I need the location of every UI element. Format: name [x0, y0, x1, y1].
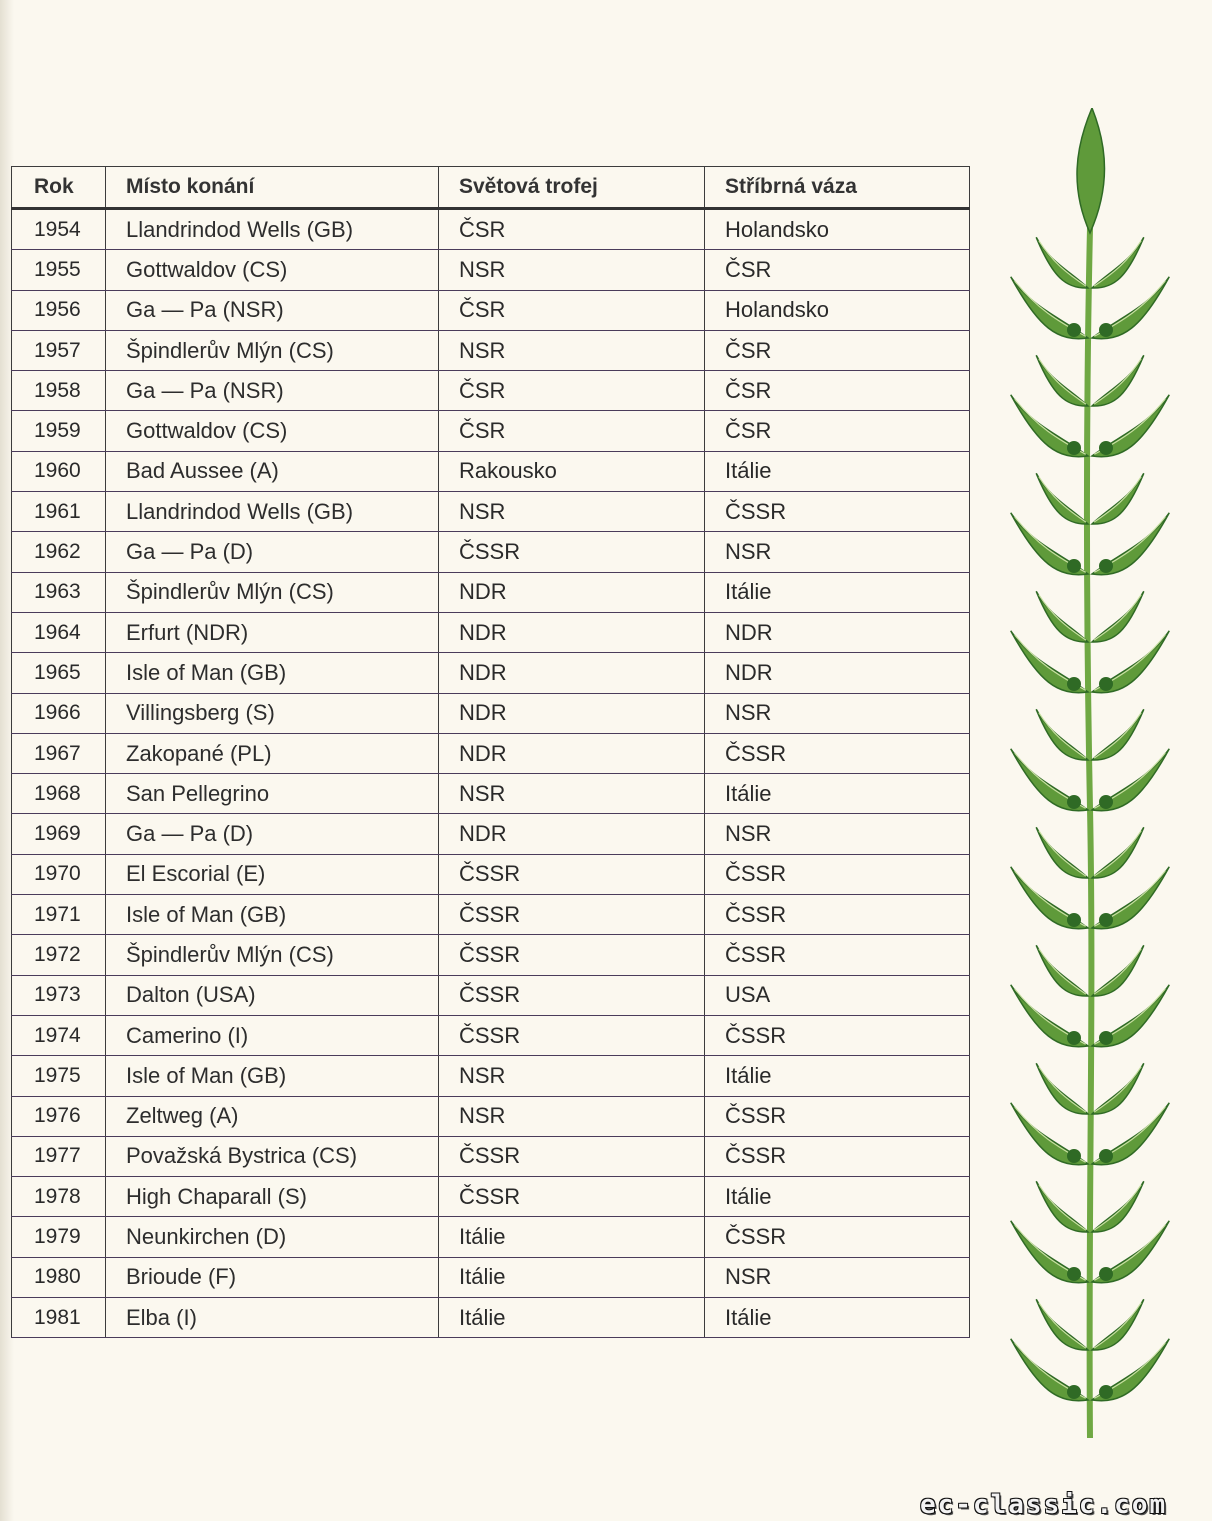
- trofej-cell: ČSR: [439, 209, 705, 250]
- table-row: [12, 1096, 970, 1136]
- trofej-cell: ČSSR: [439, 1015, 705, 1055]
- rok-cell: 1964: [12, 612, 106, 652]
- vaza-cell: NSR: [705, 693, 970, 733]
- trofej-cell: NSR: [439, 774, 705, 814]
- leaf: [1092, 1298, 1144, 1352]
- leaf: [1036, 1180, 1088, 1234]
- table-row: [12, 733, 970, 773]
- table-row: [12, 371, 970, 411]
- trofej-cell: NDR: [439, 733, 705, 773]
- table-row: [12, 1015, 970, 1055]
- trofej-cell: ČSR: [439, 411, 705, 451]
- rok-cell: 1968: [12, 774, 106, 814]
- vaza-cell: ČSSR: [705, 1015, 970, 1055]
- rok-cell: 1980: [12, 1257, 106, 1297]
- rok-cell: 1974: [12, 1015, 106, 1055]
- table-row: [12, 814, 970, 854]
- vaza-cell: ČSSR: [705, 1096, 970, 1136]
- header-rok: Rok: [12, 167, 106, 209]
- rok-cell: 1977: [12, 1136, 106, 1176]
- vaza-cell: Itálie: [705, 1056, 970, 1096]
- table-row: [12, 250, 970, 290]
- trofej-cell: Rakousko: [439, 451, 705, 491]
- berry: [1067, 441, 1081, 455]
- trofej-cell: NSR: [439, 492, 705, 532]
- table-row: [12, 854, 970, 894]
- trofej-cell: NSR: [439, 1096, 705, 1136]
- trofej-cell: ČSSR: [439, 1136, 705, 1176]
- vaza-cell: Itálie: [705, 774, 970, 814]
- vaza-cell: ČSSR: [705, 1136, 970, 1176]
- misto-cell: Ga — Pa (NSR): [106, 371, 439, 411]
- laurel-branch-icon: [1010, 108, 1170, 1438]
- leaf: [1092, 590, 1144, 644]
- berry: [1067, 913, 1081, 927]
- misto-cell: Isle of Man (GB): [106, 895, 439, 935]
- leaf: [1036, 1062, 1088, 1116]
- leaf: [1092, 944, 1144, 998]
- table-row: [12, 572, 970, 612]
- berry: [1099, 323, 1113, 337]
- berry: [1099, 441, 1113, 455]
- berry: [1099, 1031, 1113, 1045]
- vaza-cell: ČSR: [705, 250, 970, 290]
- trofej-cell: ČSSR: [439, 895, 705, 935]
- rok-cell: 1978: [12, 1177, 106, 1217]
- berry: [1099, 1149, 1113, 1163]
- rok-cell: 1956: [12, 290, 106, 330]
- leaf: [1036, 944, 1088, 998]
- table-row: [12, 653, 970, 693]
- vaza-cell: ČSR: [705, 330, 970, 370]
- misto-cell: Camerino (I): [106, 1015, 439, 1055]
- misto-cell: Villingsberg (S): [106, 693, 439, 733]
- berry: [1067, 1031, 1081, 1045]
- table-row: [12, 290, 970, 330]
- rok-cell: 1954: [12, 209, 106, 250]
- vaza-cell: Itálie: [705, 572, 970, 612]
- rok-cell: 1972: [12, 935, 106, 975]
- rok-cell: 1975: [12, 1056, 106, 1096]
- berry: [1067, 1267, 1081, 1281]
- misto-cell: Ga — Pa (D): [106, 814, 439, 854]
- trofej-cell: Itálie: [439, 1298, 705, 1338]
- misto-cell: Špindlerův Mlýn (CS): [106, 330, 439, 370]
- rok-cell: 1965: [12, 653, 106, 693]
- vaza-cell: Holandsko: [705, 209, 970, 250]
- table-header-row: [12, 167, 970, 209]
- vaza-cell: ČSSR: [705, 733, 970, 773]
- leaf: [1036, 1298, 1088, 1352]
- vaza-cell: ČSR: [705, 371, 970, 411]
- vaza-cell: ČSSR: [705, 895, 970, 935]
- misto-cell: Erfurt (NDR): [106, 612, 439, 652]
- trofej-cell: NSR: [439, 330, 705, 370]
- leaf: [1092, 472, 1144, 526]
- table-row: [12, 451, 970, 491]
- misto-cell: Brioude (F): [106, 1257, 439, 1297]
- rok-cell: 1959: [12, 411, 106, 451]
- header-svetova-trofej: Světová trofej: [439, 167, 705, 209]
- misto-cell: Ga — Pa (D): [106, 532, 439, 572]
- vaza-cell: NSR: [705, 814, 970, 854]
- trofej-cell: NSR: [439, 250, 705, 290]
- table-row: [12, 1136, 970, 1176]
- leaf: [1092, 1180, 1144, 1234]
- rok-cell: 1981: [12, 1298, 106, 1338]
- rok-cell: 1962: [12, 532, 106, 572]
- leaf: [1092, 236, 1144, 290]
- table-row: [12, 1056, 970, 1096]
- rok-cell: 1957: [12, 330, 106, 370]
- berry: [1099, 677, 1113, 691]
- rok-cell: 1967: [12, 733, 106, 773]
- rok-cell: 1958: [12, 371, 106, 411]
- vaza-cell: Itálie: [705, 1177, 970, 1217]
- misto-cell: Elba (I): [106, 1298, 439, 1338]
- vaza-cell: ČSSR: [705, 492, 970, 532]
- table-row: [12, 774, 970, 814]
- rok-cell: 1969: [12, 814, 106, 854]
- leaf: [1036, 236, 1088, 290]
- branch-stem: [1087, 228, 1091, 1438]
- table-row: [12, 1257, 970, 1297]
- trofej-cell: ČSSR: [439, 975, 705, 1015]
- trofej-cell: ČSSR: [439, 935, 705, 975]
- vaza-cell: NSR: [705, 532, 970, 572]
- trofej-cell: ČSSR: [439, 1177, 705, 1217]
- rok-cell: 1976: [12, 1096, 106, 1136]
- leaf: [1036, 826, 1088, 880]
- table-row: [12, 1217, 970, 1257]
- misto-cell: Zeltweg (A): [106, 1096, 439, 1136]
- vaza-cell: NDR: [705, 653, 970, 693]
- rok-cell: 1961: [12, 492, 106, 532]
- table-row: [12, 693, 970, 733]
- table-row: [12, 1177, 970, 1217]
- vaza-cell: Itálie: [705, 1298, 970, 1338]
- trofej-cell: NDR: [439, 612, 705, 652]
- misto-cell: Isle of Man (GB): [106, 1056, 439, 1096]
- misto-cell: Llandrindod Wells (GB): [106, 209, 439, 250]
- trofej-cell: ČSSR: [439, 854, 705, 894]
- vaza-cell: ČSSR: [705, 854, 970, 894]
- leaf: [1092, 708, 1144, 762]
- vaza-cell: NDR: [705, 612, 970, 652]
- trofej-cell: Itálie: [439, 1217, 705, 1257]
- leaf: [1092, 354, 1144, 408]
- rok-cell: 1970: [12, 854, 106, 894]
- vaza-cell: ČSSR: [705, 1217, 970, 1257]
- trofej-cell: ČSR: [439, 290, 705, 330]
- rok-cell: 1955: [12, 250, 106, 290]
- misto-cell: Neunkirchen (D): [106, 1217, 439, 1257]
- header-stribrna-vaza: Stříbrná váza: [705, 167, 970, 209]
- rok-cell: 1973: [12, 975, 106, 1015]
- berry: [1067, 559, 1081, 573]
- table-row: [12, 209, 970, 250]
- leaf: [1092, 1062, 1144, 1116]
- berry: [1067, 795, 1081, 809]
- trofej-cell: NDR: [439, 572, 705, 612]
- berry: [1067, 677, 1081, 691]
- leaf: [1036, 472, 1088, 526]
- berry: [1099, 913, 1113, 927]
- table-row: [12, 975, 970, 1015]
- vaza-cell: ČSR: [705, 411, 970, 451]
- table-row: [12, 330, 970, 370]
- berry: [1067, 1385, 1081, 1399]
- berry: [1099, 1385, 1113, 1399]
- trofej-cell: NDR: [439, 693, 705, 733]
- berry: [1099, 559, 1113, 573]
- watermark: ec-classic.com: [920, 1490, 1168, 1520]
- trofej-cell: Itálie: [439, 1257, 705, 1297]
- table-body: [12, 209, 970, 1338]
- misto-cell: Llandrindod Wells (GB): [106, 492, 439, 532]
- leaf: [1036, 354, 1088, 408]
- misto-cell: Gottwaldov (CS): [106, 411, 439, 451]
- vaza-cell: USA: [705, 975, 970, 1015]
- misto-cell: Isle of Man (GB): [106, 653, 439, 693]
- leaf: [1036, 590, 1088, 644]
- misto-cell: High Chaparall (S): [106, 1177, 439, 1217]
- misto-cell: Zakopané (PL): [106, 733, 439, 773]
- misto-cell: Špindlerův Mlýn (CS): [106, 935, 439, 975]
- table-row: [12, 935, 970, 975]
- misto-cell: El Escorial (E): [106, 854, 439, 894]
- trofej-cell: NDR: [439, 653, 705, 693]
- results-table: [11, 166, 970, 1338]
- berry: [1067, 1149, 1081, 1163]
- misto-cell: Ga — Pa (NSR): [106, 290, 439, 330]
- vaza-cell: Itálie: [705, 451, 970, 491]
- table-row: [12, 612, 970, 652]
- table-row: [12, 1298, 970, 1338]
- table-row: [12, 492, 970, 532]
- leaf: [1036, 708, 1088, 762]
- misto-cell: Gottwaldov (CS): [106, 250, 439, 290]
- vaza-cell: NSR: [705, 1257, 970, 1297]
- trofej-cell: ČSSR: [439, 532, 705, 572]
- misto-cell: Bad Aussee (A): [106, 451, 439, 491]
- trofej-cell: ČSR: [439, 371, 705, 411]
- rok-cell: 1963: [12, 572, 106, 612]
- berry: [1099, 795, 1113, 809]
- table-row: [12, 895, 970, 935]
- rok-cell: 1979: [12, 1217, 106, 1257]
- vaza-cell: ČSSR: [705, 935, 970, 975]
- rok-cell: 1966: [12, 693, 106, 733]
- rok-cell: 1960: [12, 451, 106, 491]
- misto-cell: San Pellegrino: [106, 774, 439, 814]
- vaza-cell: Holandsko: [705, 290, 970, 330]
- rok-cell: 1971: [12, 895, 106, 935]
- misto-cell: Dalton (USA): [106, 975, 439, 1015]
- misto-cell: Považská Bystrica (CS): [106, 1136, 439, 1176]
- berry: [1099, 1267, 1113, 1281]
- leaf: [1092, 826, 1144, 880]
- berry: [1067, 323, 1081, 337]
- misto-cell: Špindlerův Mlýn (CS): [106, 572, 439, 612]
- trofej-cell: NSR: [439, 1056, 705, 1096]
- table-row: [12, 411, 970, 451]
- table-row: [12, 532, 970, 572]
- header-misto-konani: Místo konání: [106, 167, 439, 209]
- top-leaf: [1077, 108, 1104, 233]
- trofej-cell: NDR: [439, 814, 705, 854]
